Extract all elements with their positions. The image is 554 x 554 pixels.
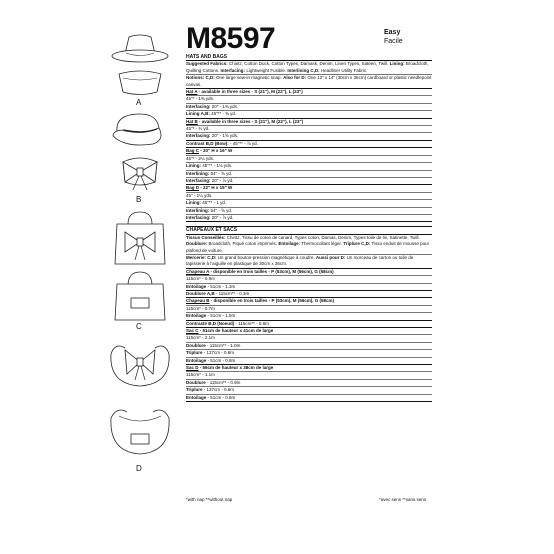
english-yardage-row-value: 45" - 1¼ yds. (186, 192, 213, 198)
illustrations-column (95, 0, 185, 520)
french-yardage-row-value: - 115cm** - 0.9m (205, 379, 241, 385)
french-section-title: CHAPEAUX ET SACS (186, 227, 432, 234)
english-yardage-row (186, 141, 432, 148)
french-yardage-row-label: Chapeau A (186, 268, 210, 274)
english-yardage-row-label: Interlining: (186, 170, 210, 176)
french-yardage-row-value: - 51cm - 1.5m (206, 313, 236, 319)
french-yardage-row (186, 335, 432, 342)
bag-d-front-illustration (95, 400, 185, 458)
requirements-column (186, 22, 432, 402)
french-yardage-row-value: - 51cm de hauteur x 41cm de large (198, 328, 274, 334)
english-yardage-row-value: 20" - 1⅝ yds. (210, 133, 239, 139)
french-yardage-row-value: - 51cm - 0.8m (206, 394, 236, 400)
french-yardage-row (186, 284, 432, 291)
footer-nap-note-english: *with nap **without nap (186, 497, 233, 502)
english-yardage-row-label: Bag D (186, 185, 200, 191)
french-yardage-row (186, 321, 432, 328)
english-notions: Notions: C,D: One large sew-in magnetic snap. Also for D: One 12" x 14" (30cm x 36cm) cardboard or plastic needlepoint canvas. (186, 75, 432, 89)
english-yardage-row-label: Bag C (186, 148, 200, 154)
pattern-header (186, 22, 432, 55)
english-yardage-row (186, 111, 432, 118)
english-yardage-row-value: 20" - 1⅜ yds. (210, 103, 239, 109)
french-yardage-list (186, 269, 432, 402)
english-yardage-row (186, 178, 432, 185)
french-yardage-row-value: - 115cm** - 0.3m (214, 291, 250, 296)
french-yardage-row (186, 395, 432, 402)
footer-nap-note-french: *avec sens **sans sens (379, 497, 427, 502)
english-yardage-row (186, 163, 432, 170)
english-yardage-row (186, 133, 432, 140)
english-yardage-list (186, 89, 432, 222)
french-yardage-row-label: Sac C (186, 328, 199, 334)
hat-a-front-illustration (95, 32, 185, 66)
french-fabrics: Tissus Conseillés: Chintz, Tissu de coton de canard, Types coton, Damas, Denim, Types toile de lin, Satinette, Twill. Doublure: Broadcloth, Piqué coton imprimés. Entoilage: Thermocollant léger. Triplure C,D: Tissu enduit de mousse pour plafond de voiture. (186, 235, 432, 255)
french-yardage-row (186, 269, 432, 276)
english-yardage-row (186, 200, 432, 207)
french-yardage-row-label: Doublure A,B (186, 291, 215, 296)
english-yardage-row (186, 193, 432, 200)
french-yardage-row-label: Contraste B,D (Noeud) (186, 320, 235, 326)
english-yardage-row-value: 45"* - ¾ yd. (186, 126, 210, 132)
french-yardage-row-value: - 115cm** - 1.0m (205, 342, 241, 348)
english-yardage-row-label: Interfacing: (186, 103, 211, 109)
english-yardage-row-value: - available in three sizes - S (21"), M (22"), L (23") (197, 89, 303, 95)
french-yardage-row (186, 298, 432, 305)
view-letter-c: C (136, 322, 142, 331)
english-yardage-row (186, 215, 432, 222)
french-yardage-row-label: Sac D (186, 365, 199, 371)
french-yardage-row (186, 328, 432, 335)
level-french: Facile (384, 38, 403, 45)
english-yardage-row-value: 45"** - ⅜ yd. (209, 111, 237, 117)
english-yardage-row-label: Lining: (186, 163, 201, 169)
english-yardage-row (186, 208, 432, 215)
english-yardage-row-label: Interfacing: (186, 133, 211, 139)
french-yardage-row-value: 115cm* - 0.9m (186, 276, 215, 282)
french-yardage-row-label: Triplure (186, 387, 203, 393)
french-yardage-row (186, 358, 432, 365)
french-yardage-row-value: 115cm* - 1.1m (186, 372, 215, 378)
french-yardage-row-value: - 137cm - 0.6m (202, 350, 235, 356)
english-yardage-row-label: Contrast B,D (Bow): (186, 140, 229, 146)
french-yardage-row-label: Chapeau B (186, 298, 210, 304)
french-yardage-row-label: Triplure (186, 350, 203, 356)
pattern-number: M8597 (186, 22, 276, 55)
level-english: Easy (384, 29, 401, 36)
english-yardage-row-value: 20" - ⅞ yd. (210, 177, 234, 183)
english-yardage-row-label: Hat B (186, 118, 198, 124)
english-yardage-row-value: - 45"** - ⅞ yd. (228, 140, 258, 146)
english-yardage-row (186, 148, 432, 155)
french-yardage-row (186, 350, 432, 357)
french-yardage-row-label: Doublure (186, 342, 206, 348)
english-yardage-row-value: 45"** - 1 yd. (201, 200, 227, 206)
english-yardage-row (186, 156, 432, 163)
french-yardage-row-value: - disponible en trois tailles - P (53cm), M (56cm), G (58cm) (209, 268, 334, 274)
bag-c-front-illustration (95, 270, 185, 322)
english-yardage-row (186, 104, 432, 111)
french-yardage-row (186, 380, 432, 387)
english-yardage-row-value: - available in three sizes - S (21"), M (22"), L (23") (197, 118, 304, 124)
skill-level (384, 28, 403, 46)
french-yardage-row (186, 306, 432, 313)
french-yardage-row-label: Entoilage (186, 283, 207, 289)
english-yardage-row-label: Lining: (186, 200, 201, 206)
english-yardage-row-value: 20" - ⅞ yd. (210, 214, 234, 220)
english-yardage-row-value: 54" - ⅝ yd. (209, 207, 233, 213)
french-yardage-row (186, 276, 432, 283)
french-yardage-row-label: Entoilage (186, 357, 207, 363)
english-yardage-row-value: - 22" H x 15" W (199, 185, 233, 191)
english-yardage-row-value: 45"** - 1⅛ yds. (201, 163, 233, 169)
english-yardage-row-label: Interlining: (186, 207, 210, 213)
english-yardage-row-label: Interfacing: (186, 177, 211, 183)
french-yardage-row-value: - disponible en trois tailles - P (53cm), M (56cm), G (58cm) (209, 298, 334, 304)
hat-b-front-illustration (95, 110, 185, 150)
french-yardage-row-value: - 115cm** - 0.8m (234, 320, 269, 326)
french-yardage-row (186, 291, 432, 298)
french-yardage-row-label: Doublure (186, 379, 206, 385)
english-yardage-row-value: 45"* - 1⅜ yds. (186, 96, 215, 102)
french-yardage-row (186, 313, 432, 320)
bag-bow-illustration (95, 208, 185, 268)
view-letter-d: D (136, 464, 142, 473)
french-yardage-row (186, 387, 432, 394)
english-yardage-row (186, 119, 432, 126)
french-yardage-row-value: - 137cm - 0.6m (202, 387, 235, 393)
english-yardage-row (186, 96, 432, 103)
french-yardage-row-label: Entoilage (186, 313, 207, 319)
view-letter-b: B (136, 195, 142, 204)
french-yardage-row-value: 115cm* - 2.1m (186, 335, 215, 341)
bag-d-bow-illustration (95, 334, 185, 390)
french-yardage-row-value: 115cm* - 0.7m (186, 305, 215, 311)
french-yardage-row-value: - 51cm - 0.8m (206, 357, 236, 363)
english-yardage-row (186, 126, 432, 133)
view-letter-a: A (136, 98, 142, 107)
hat-a-back-illustration (95, 68, 185, 98)
hat-b-back-bow-illustration (95, 152, 185, 192)
french-yardage-row (186, 365, 432, 372)
french-yardage-row (186, 372, 432, 379)
french-yardage-row-label: Entoilage (186, 394, 207, 400)
english-yardage-row-value: 54" - ⅝ yd. (209, 170, 233, 176)
english-yardage-row-label: Hat A (186, 89, 198, 95)
french-yardage-row-value: - 56cm de hauteur x 38cm de large (198, 365, 274, 371)
english-yardage-row (186, 171, 432, 178)
english-yardage-row (186, 185, 432, 192)
french-yardage-row (186, 343, 432, 350)
english-yardage-row-value: 45"* - 2¼ yds. (186, 155, 215, 161)
french-yardage-row-value: - 51cm - 1.3m (206, 283, 236, 289)
english-section-title: HATS AND BAGS (186, 54, 432, 61)
english-yardage-row-label: Lining A,B: (186, 111, 210, 117)
english-yardage-row-value: - 20" H x 16" W (199, 148, 233, 154)
english-yardage-row (186, 89, 432, 96)
french-mercerie: Mercerie: C,D: Un grand bouton-pression magnétique à coudre. Aussi pour D: Un morceau de carton ou toile de tapisserie à l'aiguille en plastique de 30cm x 36cm. (186, 255, 432, 269)
english-fabrics: Suggested Fabrics: Chintz, Cotton Duck, Cotton Types, Damask, Denim, Linen Types, Sateen, Twill. Lining: Broadcloth, Quilting Cottons. Interfacing: Lightweight Fusible. Interlining C,D: Headliner Utility Fabric. (186, 61, 432, 75)
english-yardage-row-label: Interfacing: (186, 214, 211, 220)
